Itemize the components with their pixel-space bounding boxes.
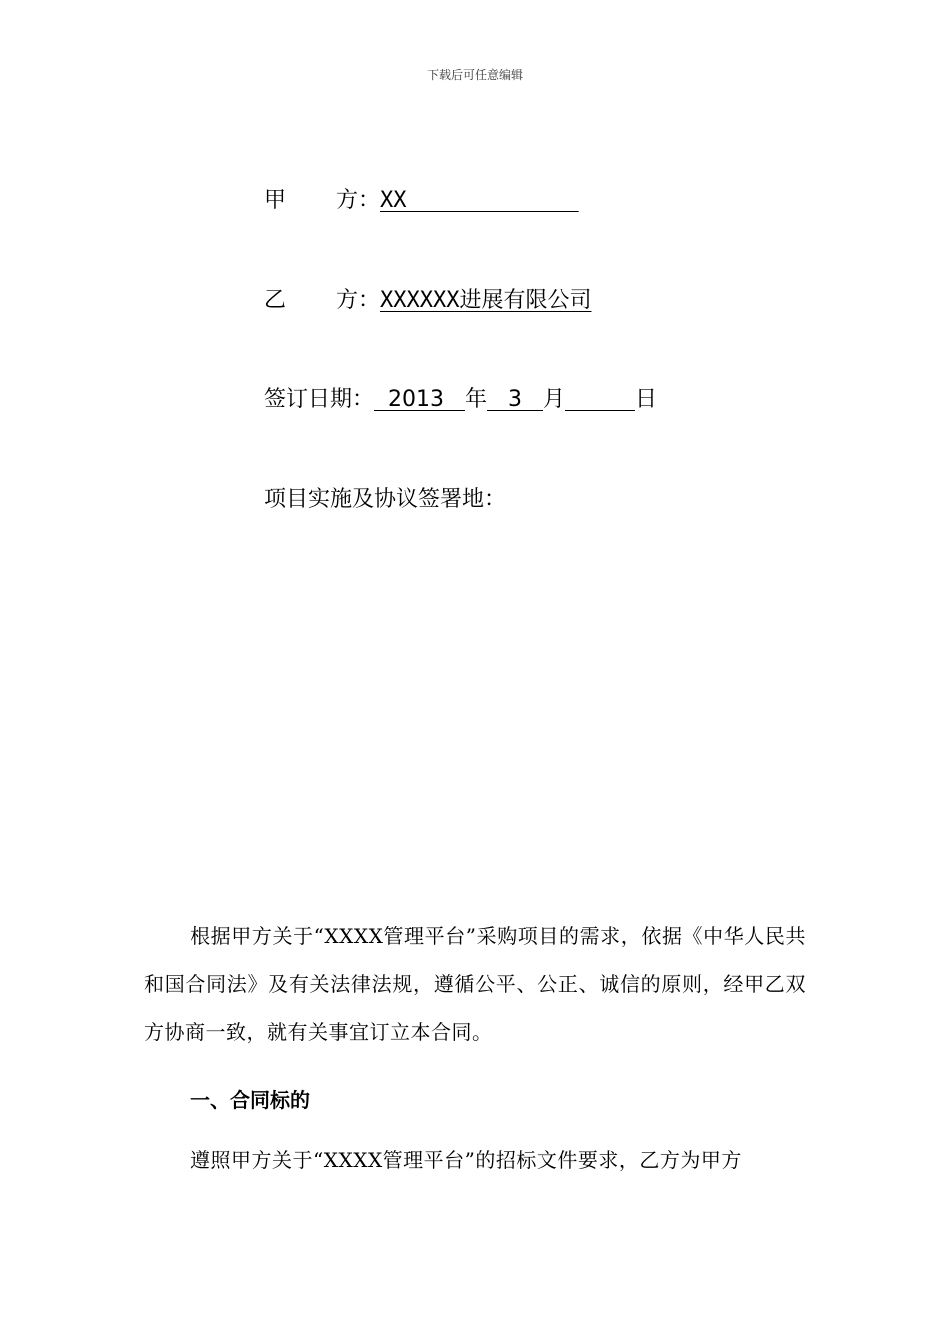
sign-date-month: 3 bbox=[508, 387, 522, 412]
sign-date-year-unit: 年 bbox=[465, 387, 488, 412]
sign-date-line bbox=[264, 385, 657, 415]
sign-place-line bbox=[264, 485, 506, 515]
sign-place-label: 项目实施及协议签署地： bbox=[264, 487, 507, 512]
party-a-value-field bbox=[380, 188, 579, 213]
party-b-line bbox=[264, 286, 592, 316]
party-a-line bbox=[264, 186, 579, 216]
party-b-value-field bbox=[380, 288, 592, 313]
sign-date-month-unit: 月 bbox=[542, 387, 565, 412]
page-header-note: 下载后可任意编辑 bbox=[426, 68, 523, 82]
party-b-value-code: XXXXXX bbox=[380, 288, 460, 313]
party-a-label: 方： bbox=[336, 188, 381, 213]
sign-date-day-unit: 日 bbox=[634, 387, 657, 412]
sign-date-year-field bbox=[374, 387, 465, 412]
contract-preamble-paragraph bbox=[144, 912, 806, 1056]
sign-date-month-field bbox=[487, 387, 543, 412]
section-1-text: 遵照甲方关于“XXXX管理平台”的招标文件要求，乙方为甲方 bbox=[190, 1148, 742, 1172]
sign-date-label: 签订日期： bbox=[264, 387, 375, 412]
section-1-paragraph bbox=[144, 1136, 806, 1184]
party-b-label-char: 乙 bbox=[264, 288, 287, 313]
party-b-value-name: 进展有限公司 bbox=[459, 288, 592, 313]
party-a-label-char: 甲 bbox=[264, 188, 287, 213]
party-b-label: 方： bbox=[336, 288, 381, 313]
contract-preamble-text: 根据甲方关于“XXXX管理平台”采购项目的需求，依据《中华人民共和国合同法》及有关法律法规，遵循公平、公正、诚信的原则，经甲乙双方协商一致，就有关事宜订立本合同。 bbox=[144, 924, 806, 1044]
sign-date-year: 2013 bbox=[388, 387, 445, 412]
party-a-blank bbox=[407, 188, 579, 213]
sign-date-day-field bbox=[565, 387, 635, 412]
party-a-value: XX bbox=[380, 188, 407, 213]
section-1-heading: 一、合同标的 bbox=[190, 1088, 310, 1112]
